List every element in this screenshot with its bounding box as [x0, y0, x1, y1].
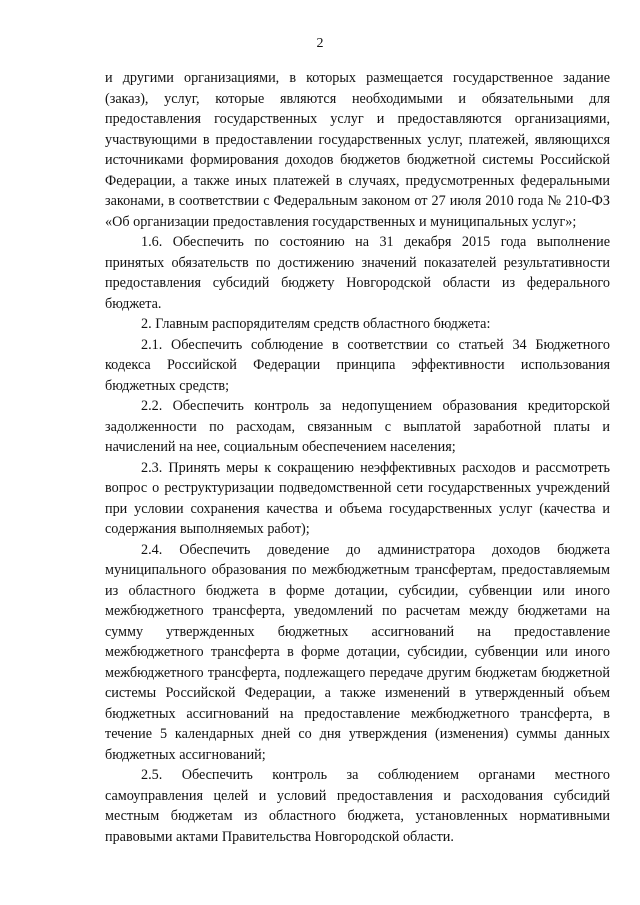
paragraph-2-5: 2.5. Обеспечить контроль за соблюдением органами местного самоуправления целей и условий предоставления и расходования субсидий местным бюджетам из областного бюджета, установленных нормативными правовыми актами Правительства Новгородской области.	[105, 767, 610, 845]
paragraph-2-4: 2.4. Обеспечить доведение до администратора доходов бюджета муниципального образования по межбюджетным трансфертам, предоставляемым из областного бюджета в форме дотации, субсидии, субвенции или иного межбюджетного трансферта, уведомлений по расчетам между бюджетами на сумму утвержденных бюджетных ассигнований на предоставление межбюджетного трансферта в форме дотации, субсидии, субвенции или иного межбюджетного трансферта, подлежащего передаче другим бюджетам бюджетной системы Российской Федерации, а также изменений в утвержденный объем бюджетных ассигнований на предоставление межбюджетного трансферта, в течение 5 календарных дней со дня утверждения (изменения) суммы данных бюджетных ассигнований;	[105, 541, 610, 763]
paragraph-2-2: 2.2. Обеспечить контроль за недопущением образования кредиторской задолженности по расходам, связанным с выплатой заработной платы и начислений на нее, социальным обеспечением населения;	[105, 398, 610, 455]
paragraph-2-1: 2.1. Обеспечить соблюдение в соответствии со статьей 34 Бюджетного кодекса Российской Федерации принципа эффективности использования бюджетных средств;	[105, 336, 610, 394]
paragraph-1-6: 1.6. Обеспечить по состоянию на 31 декабря 2015 года выполнение принятых обязательств по достижению значений показателей результативности предоставления субсидий бюджету Новгородской области из федерального бюджета.	[105, 234, 610, 312]
paragraph-2-3: 2.3. Принять меры к сокращению неэффективных расходов и рассмотреть вопрос о реструктуризации подведомственной сети государственных учреждений при условии сохранения качества и объема государственных услуг (качества и содержания выполняемых работ);	[105, 459, 610, 537]
document-body	[105, 68, 610, 847]
paragraph-2: 2. Главным распорядителям средств областного бюджета:	[141, 316, 491, 332]
page-number: 2	[316, 36, 324, 51]
paragraph-continuation: и другими организациями, в которых размещается государственное задание (заказ), услуг, которые являются необходимыми и обязательными для предоставления государственных услуг и предоставляются организациями, участвующими в предоставлении государственных услуг, платежей, являющихся источниками формирования доходов бюджетов бюджетной системы Российской Федерации, а также иных платежей в случаях, предусмотренных федеральными законами, в соответствии с Федеральным законом от 27 июля 2010 года № 210-ФЗ «Об организации предоставления государственных и муниципальных услуг»;	[105, 70, 610, 230]
